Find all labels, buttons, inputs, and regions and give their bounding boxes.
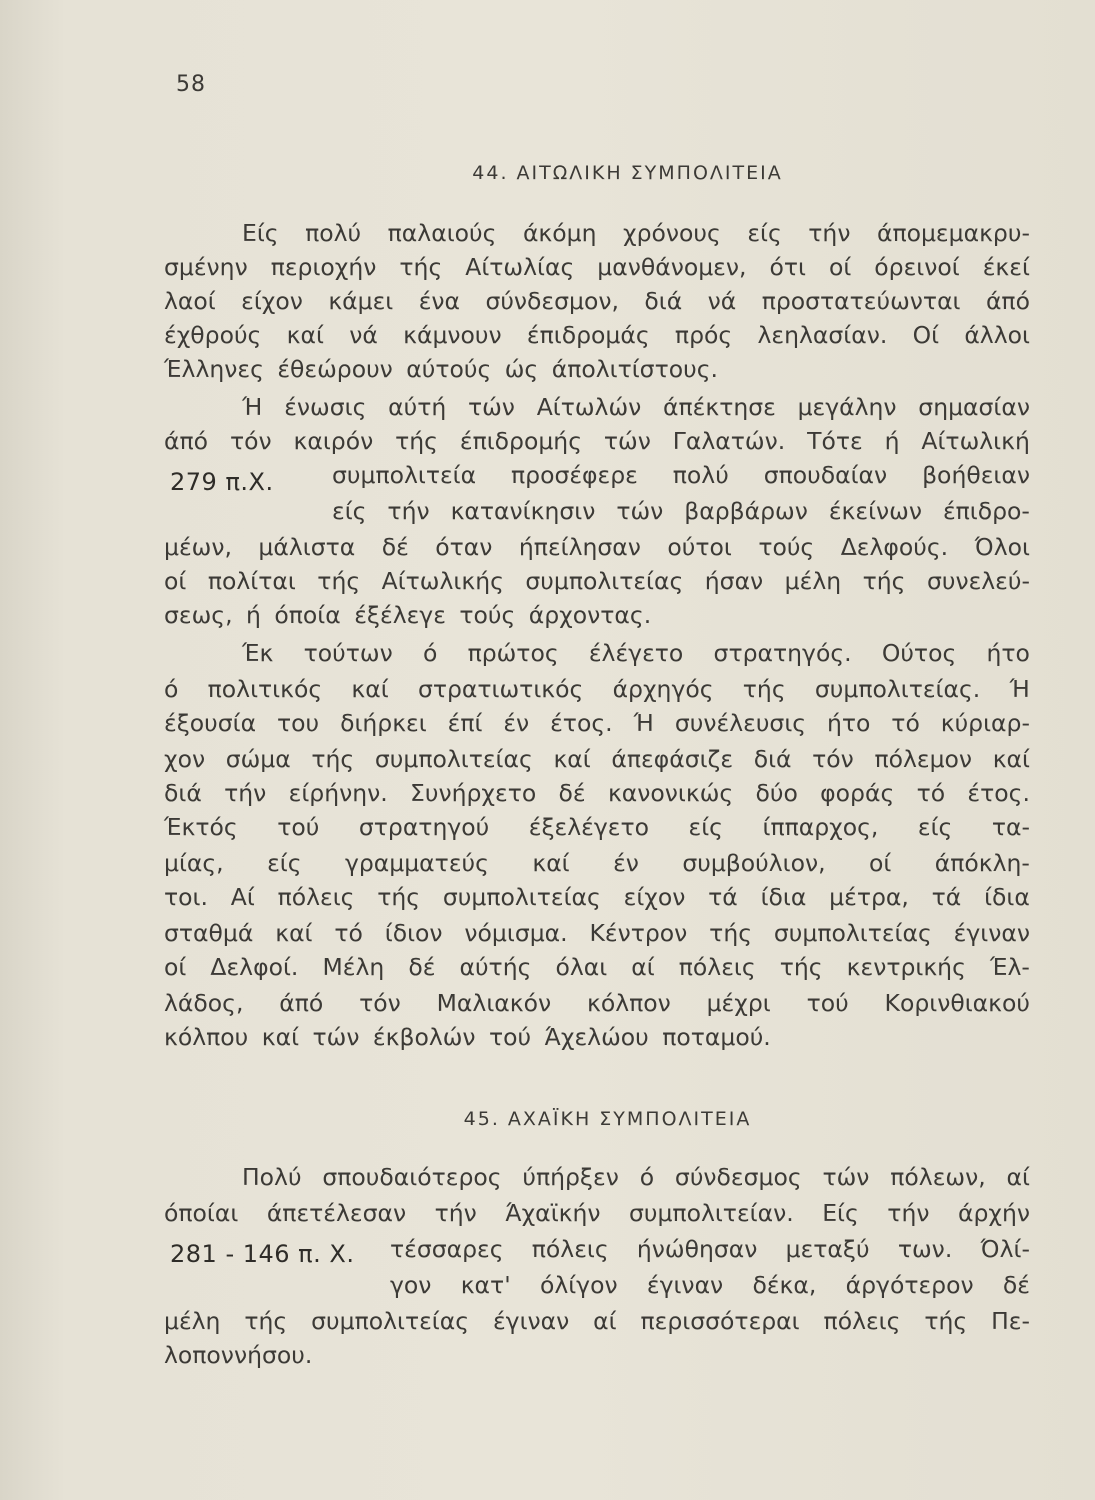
- section-heading-45: 45. ΑΧΑΪΚΗ ΣΥΜΠΟΛΙΤΕΙΑ: [463, 1108, 752, 1130]
- text-line: κόλπου καί τών έκβολών τού Άχελώου ποταμού.: [164, 1023, 771, 1051]
- text-line: γον κατ' όλίγον έγιναν δέκα, άργότερον δέ: [390, 1271, 1030, 1299]
- text-line: λοποννήσου.: [164, 1341, 313, 1369]
- text-line: τοι. Αί πόλεις τής συμπολιτείας είχον τά ίδια μέτρα, τά ίδια: [164, 883, 1030, 911]
- text-line: λάδος, άπό τόν Μαλιακόν κόλπον μέχρι τού Κορινθιακού: [164, 989, 1030, 1017]
- text-line: τέσσαρες πόλεις ήνώθησαν μεταξύ των. Όλί-: [390, 1235, 1030, 1263]
- text-line: έξουσία του διήρκει έπί έν έτος. Ή συνέλευσις ήτο τό κύριαρ-: [164, 709, 1030, 737]
- text-line: ό πολιτικός καί στρατιωτικός άρχηγός τής συμπολιτείας. Ή: [164, 675, 1030, 703]
- text-line: χον σώμα τής συμπολιτείας καί άπεφάσιζε διά τόν πόλεμον καί: [164, 745, 1030, 773]
- text-line: Έκ τούτων ό πρώτος έλέγετο στρατηγός. Ούτος ήτο: [242, 639, 1030, 667]
- text-line: μέων, μάλιστα δέ όταν ήπείλησαν ούτοι τούς Δελφούς. Όλοι: [164, 533, 1030, 561]
- page-number: 58: [176, 72, 206, 97]
- text-line: έχθρούς καί νά κάμνουν έπιδρομάς πρός λεηλασίαν. Οί άλλοι: [164, 321, 1030, 349]
- text-line: άπό τόν καιρόν τής έπιδρομής τών Γαλατών. Τότε ή Αίτωλική: [164, 427, 1030, 455]
- text-line: οί Δελφοί. Μέλη δέ αύτής όλαι αί πόλεις τής κεντρικής Έλ-: [164, 953, 1030, 981]
- margin-date-281-146: 281 - 146 π. Χ.: [170, 1240, 355, 1268]
- text-line: Έκτός τού στρατηγού έξελέγετο είς ίππαρχος, είς τα-: [164, 813, 1030, 841]
- text-line: διά τήν είρήνην. Συνήρχετο δέ κανονικώς δύο φοράς τό έτος.: [164, 779, 1030, 807]
- text-line: σταθμά καί τό ίδιον νόμισμα. Κέντρον τής συμπολιτείας έγιναν: [164, 919, 1030, 947]
- section-heading-44: 44. ΑΙΤΩΛΙΚΗ ΣΥΜΠΟΛΙΤΕΙΑ: [472, 162, 783, 184]
- text-line: μίας, είς γραμματεύς καί έν συμβούλιον, οί άπόκλη-: [164, 849, 1030, 877]
- text-line: συμπολιτεία προσέφερε πολύ σπουδαίαν βοήθειαν: [332, 461, 1030, 489]
- text-line: σμένην περιοχήν τής Αίτωλίας μανθάνομεν, ότι οί όρεινοί έκεί: [164, 253, 1030, 281]
- text-line: Πολύ σπουδαιότερος ύπήρξεν ό σύνδεσμος τών πόλεων, αί: [242, 1163, 1030, 1191]
- text-line: Ή ένωσις αύτή τών Αίτωλών άπέκτησε μεγάλην σημασίαν: [242, 393, 1030, 421]
- margin-date-279: 279 π.Χ.: [170, 468, 274, 496]
- text-line: Έλληνες έθεώρουν αύτούς ώς άπολιτίστους.: [164, 355, 718, 383]
- text-line: λαοί είχον κάμει ένα σύνδεσμον, διά νά προστατεύωνται άπό: [164, 287, 1030, 315]
- text-line: οί πολίται τής Αίτωλικής συμπολιτείας ήσαν μέλη τής συνελεύ-: [164, 567, 1030, 595]
- text-line: μέλη τής συμπολιτείας έγιναν αί περισσότεραι πόλεις τής Πε-: [164, 1307, 1030, 1335]
- text-line: όποίαι άπετέλεσαν τήν Άχαϊκήν συμπολιτείαν. Είς τήν άρχήν: [164, 1199, 1030, 1227]
- text-line: Είς πολύ παλαιούς άκόμη χρόνους είς τήν άπομεμακρυ-: [242, 219, 1030, 247]
- text-line: σεως, ή όποία έξέλεγε τούς άρχοντας.: [164, 601, 652, 629]
- text-line: είς τήν κατανίκησιν τών βαρβάρων έκείνων έπιδρο-: [332, 497, 1030, 525]
